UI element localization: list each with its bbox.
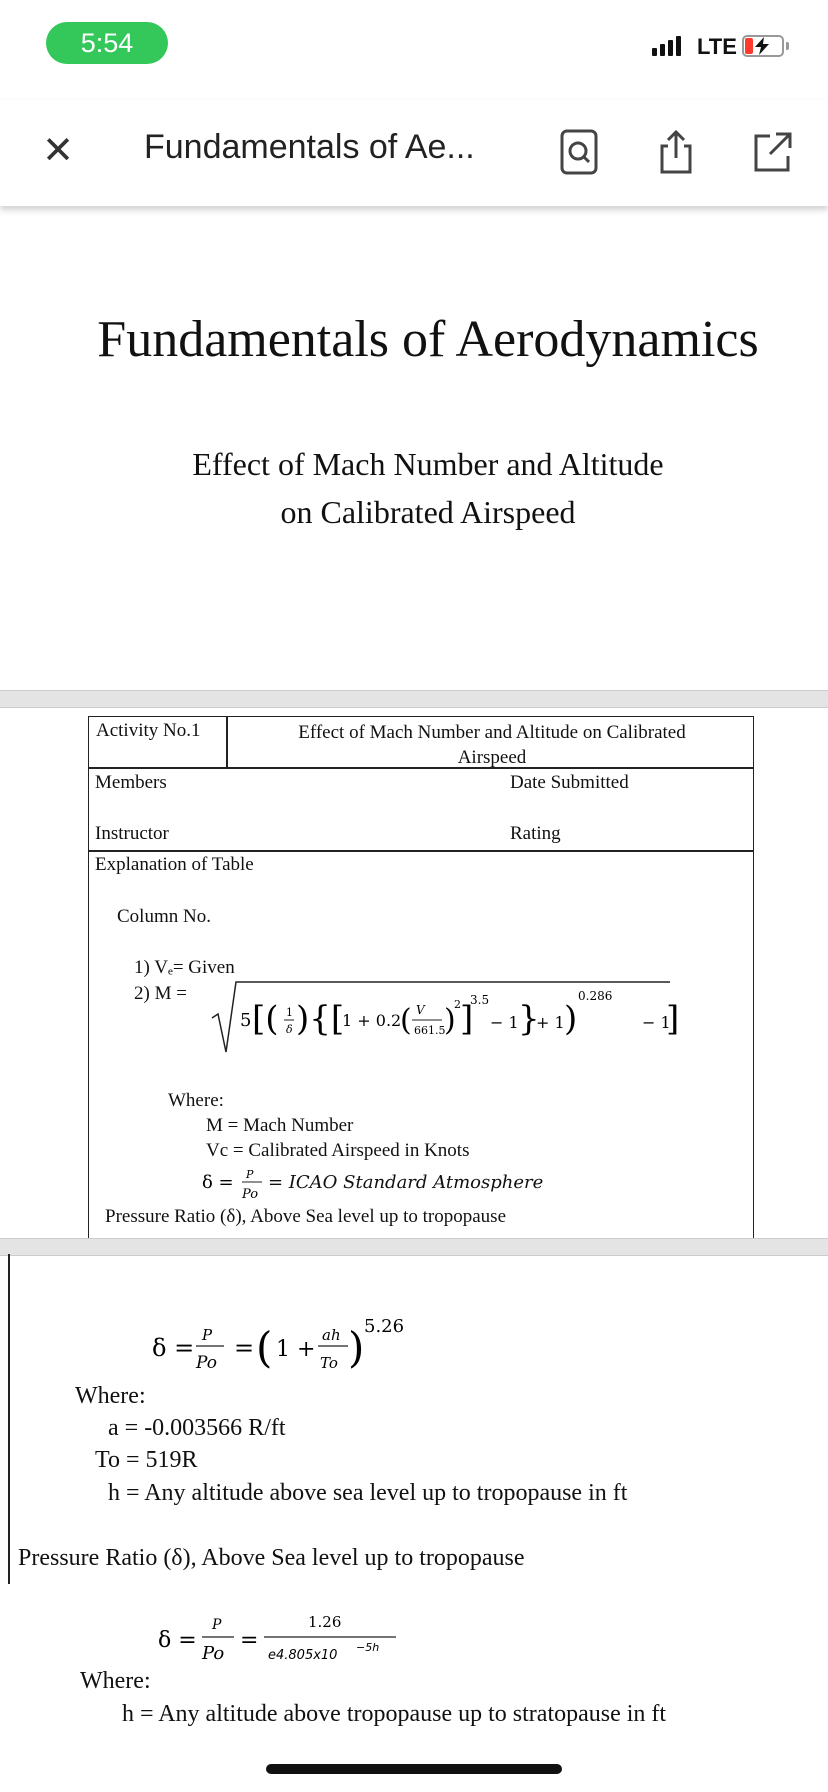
svg-text:): ) bbox=[444, 1003, 456, 1038]
battery-nub bbox=[786, 42, 789, 50]
where-label: Where: bbox=[168, 1090, 224, 1111]
svg-text:Po: Po bbox=[202, 1643, 225, 1664]
def-h2: h = Any altitude above tropopause up to stratopause in ft bbox=[122, 1701, 667, 1727]
svg-text:1: 1 bbox=[286, 1006, 293, 1019]
svg-text:δ =: δ = bbox=[158, 1628, 197, 1653]
svg-text:(: ( bbox=[400, 1003, 412, 1038]
svg-text:δ =: δ = bbox=[152, 1334, 195, 1362]
svg-text:=: = bbox=[234, 1334, 255, 1362]
column-no-label: Column No. bbox=[117, 906, 211, 927]
network-label: LTE bbox=[697, 34, 737, 59]
svg-text:δ: δ bbox=[286, 1023, 293, 1036]
pressure-ratio-text: Pressure Ratio (δ), Above Sea level up to tropopause bbox=[105, 1206, 507, 1227]
svg-text:){[: ){[ bbox=[296, 999, 345, 1039]
activity-title-line1: Effect of Mach Number and Altitude on Calibrated bbox=[298, 722, 686, 743]
delta-formula bbox=[150, 1310, 430, 1380]
page-border-left bbox=[8, 1254, 10, 1584]
svg-text:(: ( bbox=[256, 1323, 273, 1372]
svg-text:V: V bbox=[416, 1003, 425, 1017]
svg-text:}: } bbox=[518, 999, 540, 1039]
svg-text:[(: [( bbox=[252, 999, 279, 1039]
subtitle-line2: on Calibrated Airspeed bbox=[280, 494, 576, 530]
rating-label: Rating bbox=[510, 823, 561, 844]
def-delta: = ICAO Standard Atmosphere bbox=[268, 1172, 544, 1193]
where-label-3: Where: bbox=[80, 1668, 151, 1694]
mach-formula bbox=[210, 978, 680, 1058]
svg-text:): ) bbox=[564, 999, 578, 1039]
svg-text:− 1: − 1 bbox=[642, 1013, 671, 1032]
date-submitted-label: Date Submitted bbox=[510, 772, 629, 793]
delta-fraction bbox=[200, 1160, 270, 1202]
def-a: a = -0.003566 R/ft bbox=[108, 1415, 286, 1441]
svg-text:P: P bbox=[212, 1617, 222, 1633]
item1-text: 1) Vₑ= Given bbox=[134, 957, 235, 978]
item2-prefix: 2) M = bbox=[134, 983, 187, 1004]
svg-text:1 + 0.2: 1 + 0.2 bbox=[342, 1011, 402, 1030]
svg-text:5: 5 bbox=[240, 1010, 252, 1031]
svg-text:+ 1: + 1 bbox=[536, 1013, 565, 1032]
open-external-button[interactable] bbox=[750, 128, 794, 176]
def-to: To = 519R bbox=[95, 1447, 198, 1473]
svg-text:δ =: δ = bbox=[202, 1172, 234, 1193]
signal-icon bbox=[652, 36, 681, 56]
svg-text:ah: ah bbox=[322, 1326, 341, 1344]
table-rule bbox=[88, 850, 754, 852]
charging-icon bbox=[752, 37, 772, 55]
members-label: Members bbox=[95, 772, 167, 793]
svg-text:2: 2 bbox=[454, 998, 461, 1011]
table-divider bbox=[226, 716, 228, 768]
page1-title: Fundamentals of Aerodynamics bbox=[97, 311, 759, 368]
formula2-numerator: 1.26 bbox=[308, 1613, 342, 1631]
page-separator bbox=[0, 690, 828, 708]
def-vc: Vc = Calibrated Airspeed in Knots bbox=[206, 1140, 470, 1161]
activity-title bbox=[232, 720, 752, 770]
instructor-label: Instructor bbox=[95, 823, 169, 844]
svg-text:− 1: − 1 bbox=[490, 1013, 519, 1032]
share-button[interactable] bbox=[654, 128, 698, 176]
close-button[interactable] bbox=[38, 126, 78, 176]
svg-text:Po: Po bbox=[196, 1353, 217, 1373]
svg-text:P: P bbox=[202, 1326, 213, 1344]
status-time: 5:54 bbox=[46, 22, 168, 64]
search-in-document-button[interactable] bbox=[558, 128, 602, 176]
home-indicator[interactable] bbox=[266, 1764, 562, 1774]
svg-text:Po: Po bbox=[242, 1187, 259, 1202]
formula-const: 661.5 bbox=[414, 1024, 446, 1037]
close-icon: ✕ bbox=[42, 130, 74, 172]
page-separator bbox=[0, 1238, 828, 1256]
formula2-denominator: e4.805x10 bbox=[268, 1648, 338, 1663]
where-label-2: Where: bbox=[75, 1383, 146, 1409]
stratosphere-formula bbox=[156, 1603, 406, 1673]
svg-text:]: ] bbox=[666, 999, 680, 1039]
activity-title-line2: Airspeed bbox=[457, 747, 527, 768]
explanation-label: Explanation of Table bbox=[95, 854, 254, 875]
pressure-ratio-text-2: Pressure Ratio (δ), Above Sea level up to tropopause bbox=[18, 1545, 525, 1571]
svg-text:=: = bbox=[240, 1628, 259, 1653]
activity-label: Activity No.1 bbox=[96, 720, 201, 741]
svg-text:): ) bbox=[348, 1323, 365, 1372]
def-h: h = Any altitude above sea level up to tropopause in ft bbox=[108, 1480, 628, 1506]
delta-exponent: 5.26 bbox=[364, 1316, 405, 1337]
formula2-den-exp: −5h bbox=[356, 1641, 380, 1654]
subtitle-line1: Effect of Mach Number and Altitude bbox=[192, 446, 664, 482]
formula-exp-outer: 0.286 bbox=[578, 989, 613, 1003]
document-title: Fundamentals of Ae... bbox=[144, 128, 475, 166]
formula-exp-inner: 3.5 bbox=[470, 993, 490, 1007]
svg-text:]: ] bbox=[460, 999, 474, 1039]
svg-text:1 +: 1 + bbox=[276, 1337, 316, 1362]
def-m: M = Mach Number bbox=[206, 1115, 354, 1136]
svg-text:To: To bbox=[320, 1354, 338, 1372]
page1-subtitle bbox=[0, 440, 828, 536]
svg-text:P: P bbox=[246, 1168, 254, 1181]
